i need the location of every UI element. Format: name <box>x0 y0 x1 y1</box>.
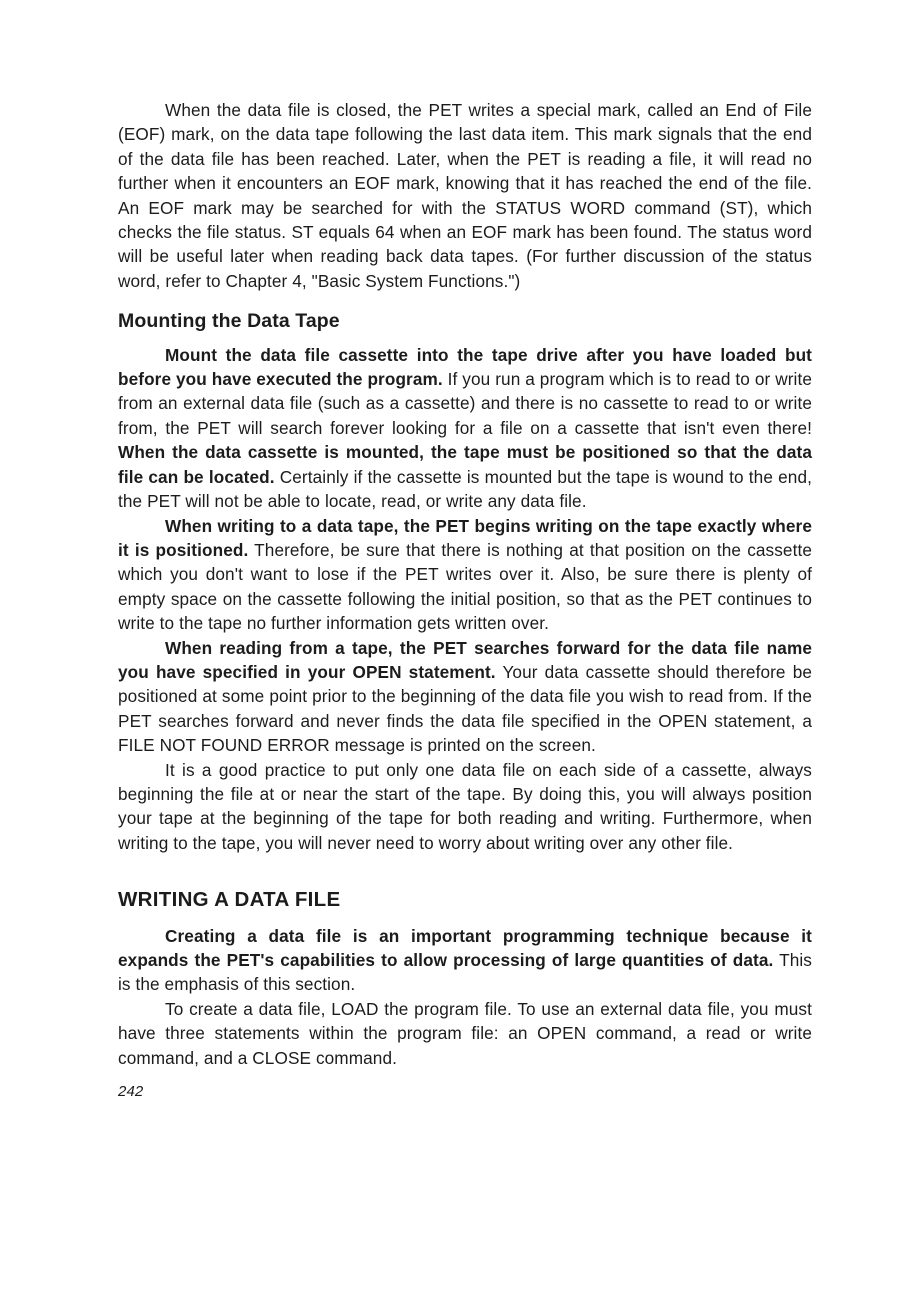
heading-writing-a-data-file: WRITING A DATA FILE <box>118 888 341 912</box>
paragraph-good-practice: It is a good practice to put only one data file on each side of a cassette, always beginning the file at or near the start of the tape. By doing this, you will always position your tape at the beginning of the tape for both reading and writing. Furthermore, when writing to the tape, you will never need to worry about writing over any other file. <box>118 759 812 853</box>
paragraph-reading-tape <box>118 636 812 758</box>
heading-mounting-the-data-tape: Mounting the Data Tape <box>118 310 340 333</box>
bold-lead-positioned: When the data cassette is mounted, the tape must be positioned so that the data file can be located. <box>118 442 812 487</box>
paragraph-text: This is the emphasis of this section. <box>118 950 812 995</box>
bold-lead-mount: Mount the data file cassette into the tape drive after you have loaded but before you have executed the program. <box>118 344 812 390</box>
paragraph-text: Your data cassette should therefore be positioned at some point prior to the beginning of the data file you wish to read from. If the PET searches forward and never finds the data file specified in the OPEN statement, a FILE NOT FOUND ERROR message is printed on the screen. <box>118 661 813 756</box>
page-number: 242 <box>118 1083 144 1101</box>
bold-lead-writing: When writing to a data tape, the PET begins writing on the tape exactly where it is positioned. <box>118 515 812 560</box>
paragraph-eof-mark: When the data file is closed, the PET writes a special mark, called an End of File (EOF) mark, on the data tape following the last data item. This mark signals that the end of the data file has been reached. Later, when the PET is reading a file, it will read no further when it encounters an EOF mark, knowing that it has reached the end of the file. An EOF mark may be searched for with the STATUS WORD command (ST), which checks the file status. ST equals 64 when an EOF mark has been found. The status word will be useful later when reading back data tapes. (For further discussion of the status word, refer to Chapter 4, "Basic System Functions.") <box>118 100 812 291</box>
paragraph-writing-tape <box>118 514 812 636</box>
paragraph-text: Certainly if the cassette is mounted but the tape is wound to the end, the PET will not be able to locate, read, or write any data file. <box>118 466 812 512</box>
paragraph-three-statements: To create a data file, LOAD the program file. To use an external data file, you must have three statements within the program file: an OPEN command, a read or write command, and a CLOSE command. <box>118 998 812 1068</box>
page-body <box>118 98 812 1104</box>
paragraph-text: Therefore, be sure that there is nothing at that position on the cassette which you don't want to lose if the PET writes over it. Also, be sure there is plenty of empty space on the cassette following the initial position, so that as the PET continues to write to the tape no further information gets written over. <box>118 539 812 634</box>
paragraph-creating-data-file <box>118 924 812 997</box>
bold-lead-creating: Creating a data file is an important programming technique because it expands the PET's capabilities to allow processing of large quantities of data. <box>118 925 812 970</box>
paragraph-text: If you run a program which is to read to or write from an external data file (such as a cassette) and there is no cassette to read to or write from, the PET will search forever looking for a file on a cassette that isn't even there! <box>118 369 812 438</box>
bold-lead-reading: When reading from a tape, the PET searches forward for the data file name you have specified in your OPEN statement. <box>118 637 812 682</box>
paragraph-mount-cassette <box>118 343 812 514</box>
